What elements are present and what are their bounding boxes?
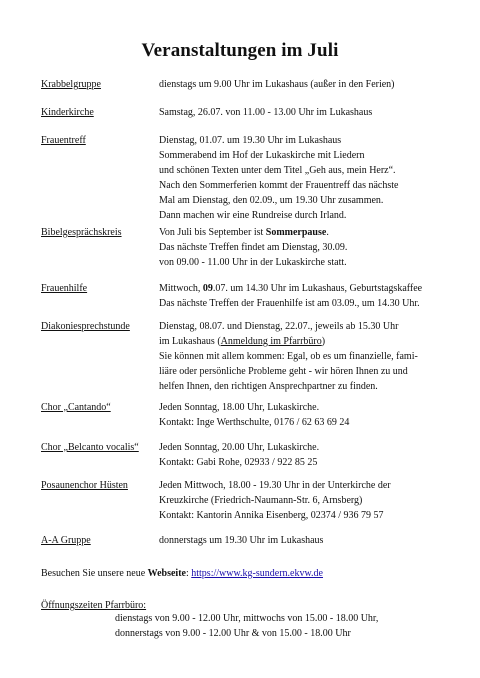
event-line: Sommerabend im Hof der Lukaskirche mit Liedern xyxy=(159,150,365,161)
event-line: donnerstags um 19.30 Uhr im Lukashaus xyxy=(159,535,324,546)
event-desc-krabbelgruppe xyxy=(159,77,395,92)
event-line: Nach den Sommerferien kommt der Frauentreff das nächste xyxy=(159,180,399,191)
event-desc-bibelgespraechskreis xyxy=(159,225,347,270)
event-line: Das nächste Treffen der Frauenhilfe ist am 03.09., um 14.30 Uhr. xyxy=(159,298,420,309)
event-label-aa-gruppe: A-A Gruppe xyxy=(41,535,91,546)
event-label-chor-belcanto: Chor „Belcanto vocalis“ xyxy=(41,442,139,453)
text-segment: . xyxy=(326,227,329,238)
text-segment: .07. um 14.30 Uhr im Lukashaus, Geburtstagskaffee xyxy=(212,283,423,294)
page-title: Veranstaltungen im Juli xyxy=(141,40,339,61)
event-line: Dann machen wir eine Rundreise durch Irland. xyxy=(159,210,347,221)
event-line: Sie können mit allem kommen: Egal, ob es um finanzielle, fami- xyxy=(159,351,418,362)
event-line xyxy=(159,281,422,296)
event-line: Jeden Sonntag, 20.00 Uhr, Lukaskirche. xyxy=(159,442,320,453)
registration-note: Anmeldung im Pfarrbüro xyxy=(220,336,322,347)
event-label-frauentreff: Frauentreff xyxy=(41,135,86,146)
text-segment: ) xyxy=(321,336,326,347)
event-line: Dienstag, 01.07. um 19.30 Uhr im Lukashaus xyxy=(159,135,342,146)
text-segment: Mittwoch, xyxy=(159,283,203,294)
event-line xyxy=(159,334,418,349)
event-line: und schönen Texten unter dem Titel „Geh aus, mein Herz“. xyxy=(159,165,396,176)
office-hours-heading: Öffnungszeiten Pfarrbüro: xyxy=(41,600,147,611)
event-label-posaunenchor: Posaunenchor Hüsten xyxy=(41,480,128,491)
event-label-diakoniesprechstunde: Diakoniesprechstunde xyxy=(41,321,130,332)
bold-text: Sommerpause xyxy=(265,227,327,238)
event-desc-posaunenchor xyxy=(159,478,391,523)
event-line: Dienstag, 08.07. und Dienstag, 22.07., jeweils ab 15.30 Uhr xyxy=(159,321,399,332)
event-label-frauenhilfe: Frauenhilfe xyxy=(41,283,88,294)
event-line: Mal am Dienstag, den 02.09., um 19.30 Uhr zusammen. xyxy=(159,195,384,206)
office-hours-line: donnerstags von 9.00 - 12.00 Uhr & von 15.00 - 18.00 Uhr xyxy=(115,628,351,639)
bold-text: 09 xyxy=(202,283,213,294)
bold-text: Webseite xyxy=(147,568,186,579)
website-line xyxy=(41,566,323,581)
event-line xyxy=(159,225,347,240)
text-segment: im Lukashaus ( xyxy=(159,336,221,347)
office-hours-text xyxy=(115,611,378,641)
event-desc-chor-belcanto xyxy=(159,440,319,470)
event-line: Kontakt: Gabi Rohe, 02933 / 922 85 25 xyxy=(159,457,318,468)
event-desc-diakoniesprechstunde xyxy=(159,319,418,394)
event-line: Das nächste Treffen findet am Dienstag, 30.09. xyxy=(159,242,348,253)
event-line: Jeden Sonntag, 18.00 Uhr, Lukaskirche. xyxy=(159,402,320,413)
event-desc-frauenhilfe xyxy=(159,281,422,311)
event-line: dienstags um 9.00 Uhr im Lukashaus (außer in den Ferien) xyxy=(159,79,395,90)
text-segment: Besuchen Sie unsere neue xyxy=(41,568,148,579)
event-desc-kinderkirche xyxy=(159,105,372,120)
event-label-bibelgespraechskreis: Bibelgesprächskreis xyxy=(41,227,122,238)
event-line: helfen Ihnen, den richtigen Ansprechpartner zu finden. xyxy=(159,381,378,392)
event-label-chor-cantando: Chor „Cantando“ xyxy=(41,402,111,413)
event-line: liäre oder persönliche Probleme geht - wir hören Ihnen zu und xyxy=(159,366,408,377)
text-segment: : xyxy=(185,568,192,579)
event-desc-chor-cantando xyxy=(159,400,349,430)
website-link[interactable]: https://www.kg-sundern.ekvw.de xyxy=(191,568,323,579)
event-line: Samstag, 26.07. von 11.00 - 13.00 Uhr im Lukashaus xyxy=(159,107,373,118)
event-line: Kontakt: Kantorin Annika Eisenberg, 02374 / 936 79 57 xyxy=(159,510,384,521)
text-segment: Von Juli bis September ist xyxy=(159,227,266,238)
event-label-kinderkirche: Kinderkirche xyxy=(41,107,94,118)
event-desc-frauentreff xyxy=(159,133,398,223)
event-desc-aa-gruppe xyxy=(159,533,323,548)
event-line: Kontakt: Inge Werthschulte, 0176 / 62 63 69 24 xyxy=(159,417,350,428)
event-label-krabbelgruppe: Krabbelgruppe xyxy=(41,79,101,90)
event-line: von 09.00 - 11.00 Uhr in der Lukaskirche statt. xyxy=(159,257,347,268)
event-line: Kreuzkirche (Friedrich-Naumann-Str. 6, Arnsberg) xyxy=(159,495,363,506)
event-line: Jeden Mittwoch, 18.00 - 19.30 Uhr in der Unterkirche der xyxy=(159,480,391,491)
office-hours-line: dienstags von 9.00 - 12.00 Uhr, mittwochs von 15.00 - 18.00 Uhr, xyxy=(115,613,379,624)
